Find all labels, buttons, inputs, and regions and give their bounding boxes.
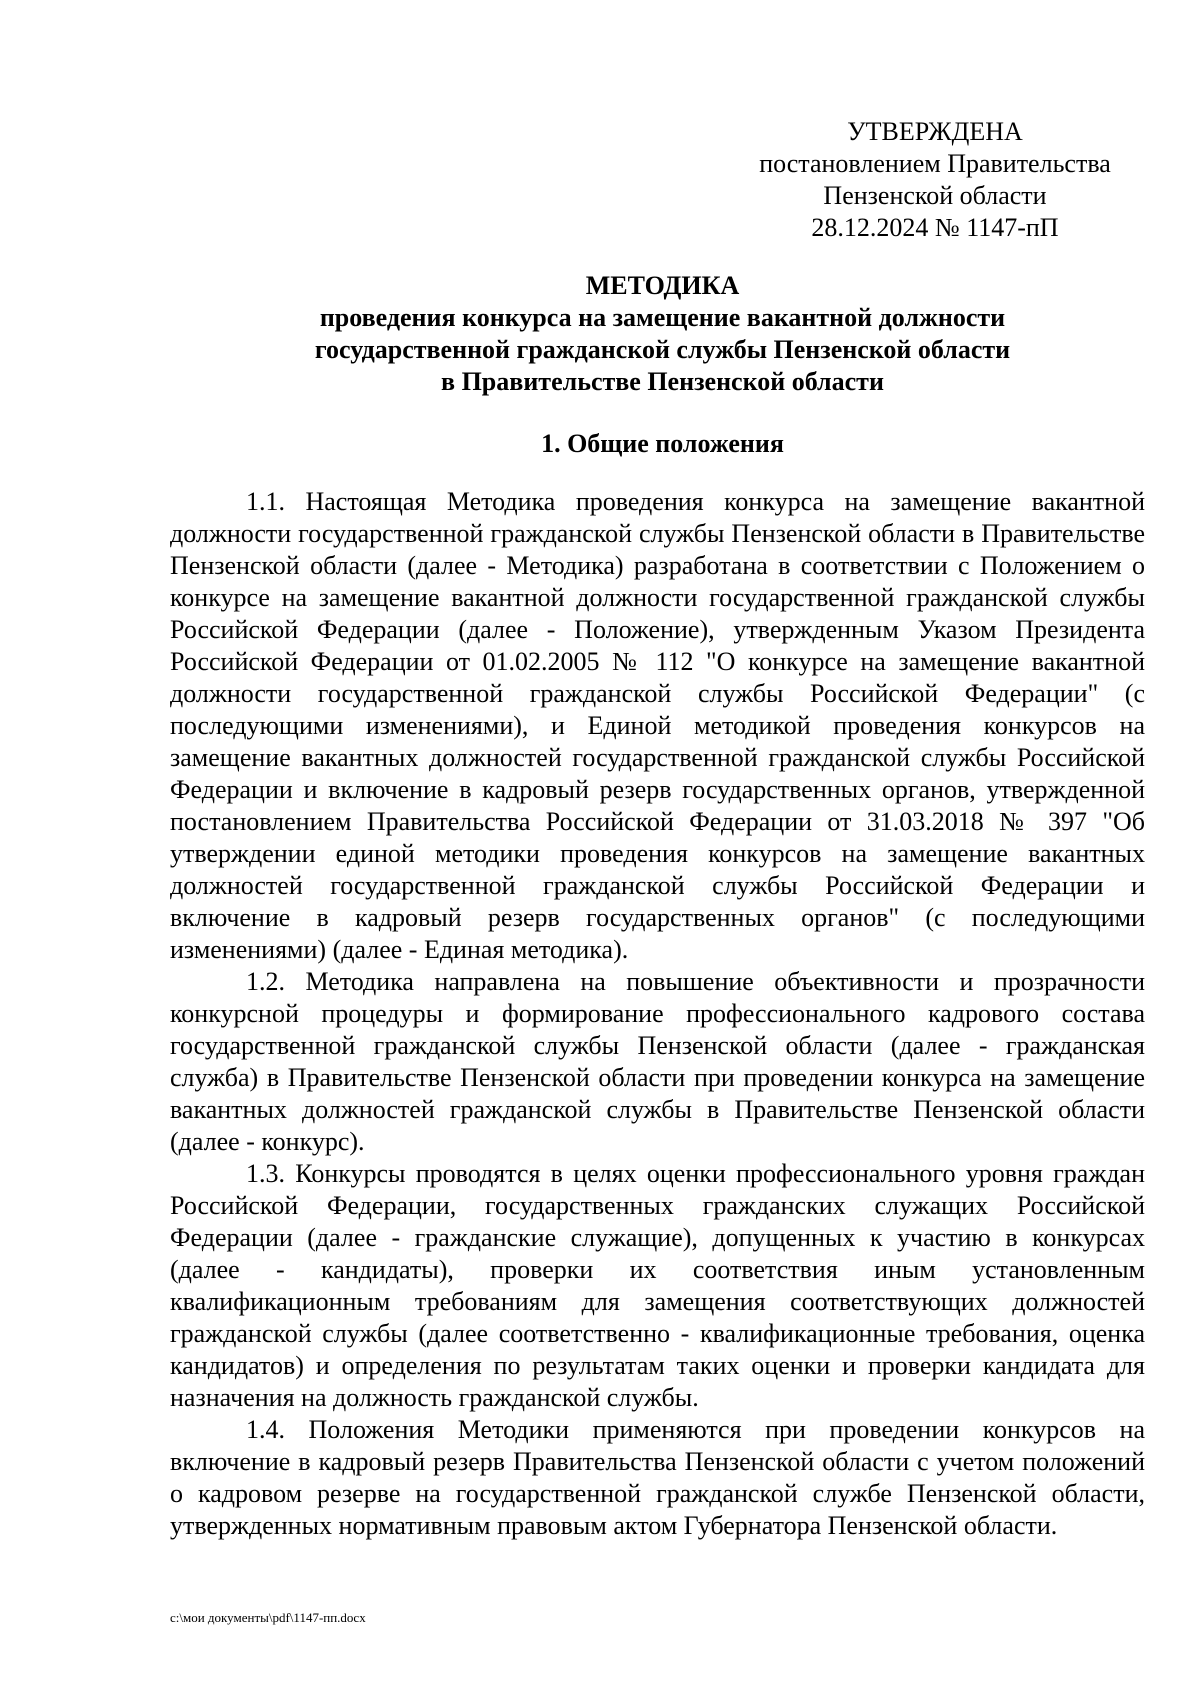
approval-basis: постановлением Правительства [759,149,1111,178]
paragraph-1-4: 1.4. Положения Методики применяются при проведении конкурсов на включение в кадровый резерв Правительства Пензенской области с учетом положений о кадровом резерве на государственной гражданской службе Пензенской области, утвержденных нормативным правовым актом Губернатора Пензенской области. [170,1415,1145,1540]
title-line-3: в Правительстве Пензенской области [441,367,884,396]
section-body [170,486,1145,1542]
section-heading: 1. Общие положения [541,429,784,458]
approval-stamp [740,116,1130,244]
paragraph-1-2: 1.2. Методика направлена на повышение объективности и прозрачности конкурсной процедуры и формирование профессионального кадрового состава государственной гражданской службы Пензенской области (далее - гражданская служба) в Правительстве Пензенской области при проведении конкурса на замещение вакантных должностей гражданской службы в Правительстве Пензенской области (далее - конкурс). [170,967,1145,1156]
paragraph-1-3: 1.3. Конкурсы проводятся в целях оценки профессионального уровня граждан Российской Федерации, государственных гражданских служащих Российской Федерации (далее - гражданские служащие), допущенных к участию в конкурсах (далее - кандидаты), проверки их соответствия иным установленным квалификационным требованиям для замещения соответствующих должностей гражданской службы (далее соответственно - квалификационные требования, оценка кандидатов) и определения по результатам таких оценки и проверки кандидата для назначения на должность гражданской службы. [170,1159,1145,1412]
approval-status: УТВЕРЖДЕНА [847,117,1023,146]
title-line-1: проведения конкурса на замещение вакантной должности [319,303,1006,332]
footer-file-path: c:\мои документы\pdf\1147-пп.docx [170,1610,366,1625]
approval-date-number: 28.12.2024 № 1147-пП [811,213,1059,242]
document-title [170,270,1155,398]
title-heading: МЕТОДИКА [585,271,740,300]
paragraph-1-1: 1.1. Настоящая Методика проведения конкурса на замещение вакантной должности государственной гражданской службы Пензенской области в Правительстве Пензенской области (далее - Методика) разработана в соответствии с Положением о конкурсе на замещение вакантной должности государственной гражданской службы Российской Федерации (далее - Положение), утвержденным Указом Президента Российской Федерации от 01.02.2005 № 112 "О конкурсе на замещение вакантной должности государственной гражданской службы Российской Федерации" (с последующими изменениями), и Единой методикой проведения конкурсов на замещение вакантных должностей государственной гражданской службы Российской Федерации и включение в кадровый резерв государственных органов, утвержденной постановлением Правительства Российской Федерации от 31.03.2018 № 397 "Об утверждении единой методики проведения конкурсов на замещение вакантных должностей государственной гражданской службы Российской Федерации и включение в кадровый резерв государственных органов" (с последующими изменениями) (далее - Единая методика). [170,487,1145,964]
title-line-2: государственной гражданской службы Пензенской области [314,335,1011,364]
approval-region: Пензенской области [823,181,1047,210]
